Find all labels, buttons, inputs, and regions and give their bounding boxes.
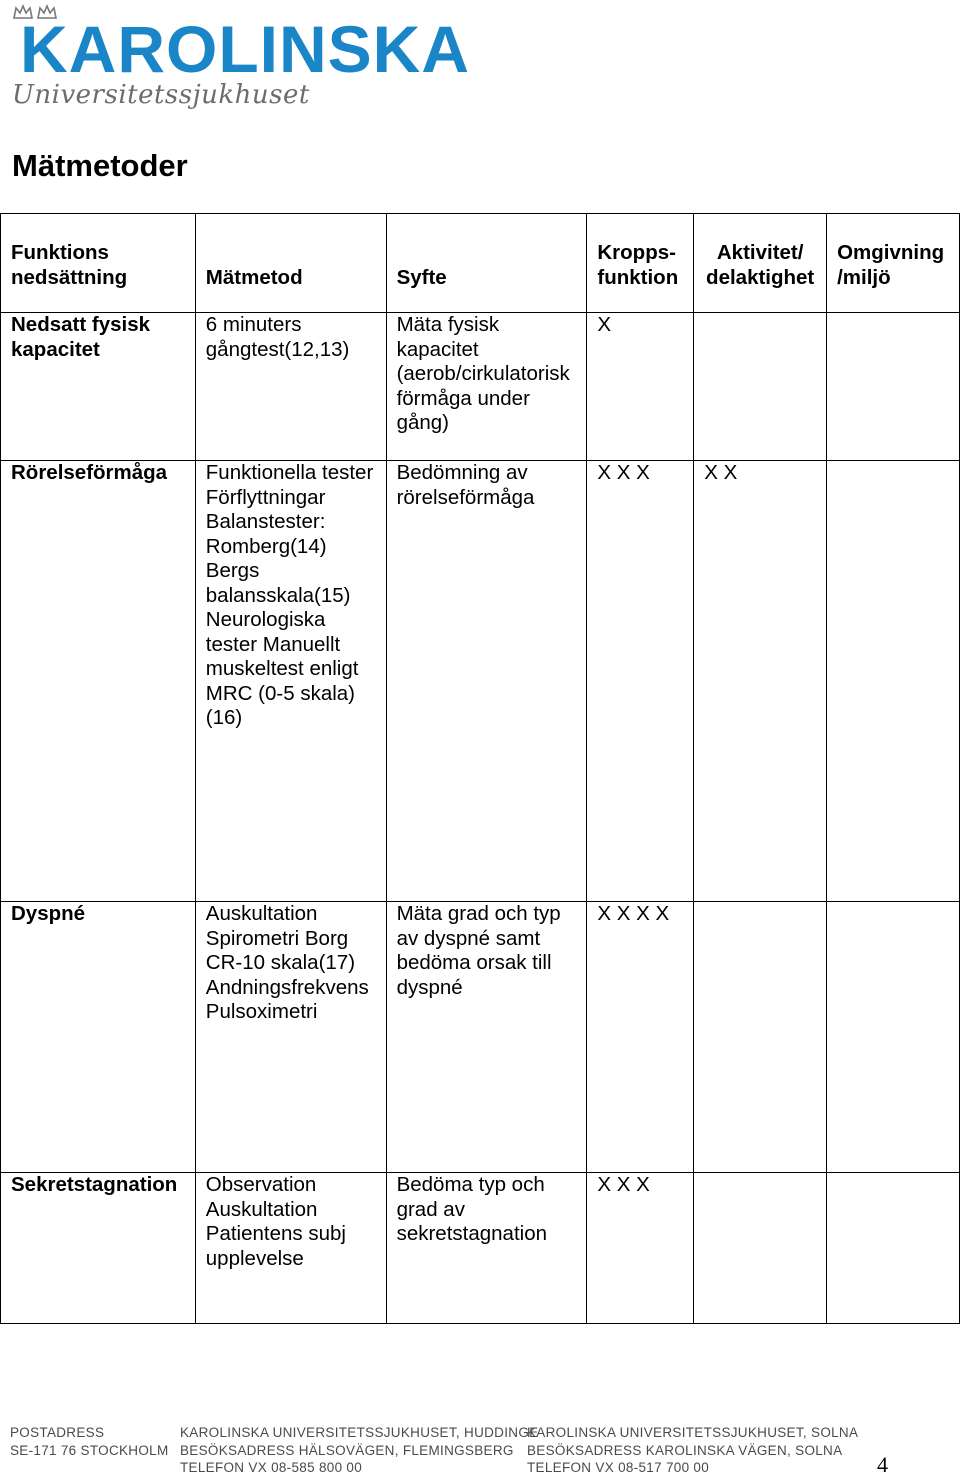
activity-cell xyxy=(694,313,827,461)
cell-text: X X xyxy=(704,461,738,484)
cell-text: Kropps- funktion xyxy=(597,241,679,289)
activity-cell xyxy=(694,461,827,902)
method-cell xyxy=(195,313,386,461)
cell-text: Mäta grad och typ av dyspné samt bedöma orsak till dyspné xyxy=(396,902,561,999)
page-title: Mätmetoder xyxy=(12,148,188,183)
purpose-cell xyxy=(386,313,587,461)
cell-text: Bedöma typ och grad av sekretstagnation xyxy=(396,1173,548,1245)
cell-text: X X X xyxy=(597,1173,650,1196)
method-cell xyxy=(195,1173,386,1324)
cell-text: Rörelseförmåga xyxy=(11,461,168,484)
activity-cell xyxy=(694,902,827,1173)
method-cell xyxy=(195,461,386,902)
body-function-cell xyxy=(587,902,694,1173)
cell-text: 6 minuters gångtest(12,13) xyxy=(205,313,350,361)
cell-text: Nedsatt fysisk kapacitet xyxy=(11,313,151,361)
cell-text: Auskultation Spirometri Borg CR-10 skala(17) Andningsfrekvens Pulsoximetri xyxy=(205,902,369,1023)
table-row xyxy=(1,902,960,1173)
method-cell xyxy=(195,902,386,1173)
header-omgivning xyxy=(827,214,960,313)
footer-solna-address: KAROLINSKA UNIVERSITETSSJUKHUSET, SOLNA BESÖKSADRESS KAROLINSKA VÄGEN, SOLNA TELEFON VX 08-517 700 00 xyxy=(527,1425,859,1475)
cell-text: Funktions nedsättning xyxy=(11,241,128,289)
cell-text: X X X xyxy=(597,461,650,484)
cell-text: Aktivitet/ delaktighet xyxy=(706,241,815,289)
cell-text: Omgivning /miljö xyxy=(837,241,945,289)
cell-text: Dyspné xyxy=(11,902,86,925)
environment-cell xyxy=(827,461,960,902)
cell-text: X X X X xyxy=(597,902,670,925)
footer-postal-address: POSTADRESS SE-171 76 STOCKHOLM xyxy=(10,1425,169,1458)
header-syfte xyxy=(386,214,587,313)
environment-cell xyxy=(827,1173,960,1324)
environment-cell xyxy=(827,313,960,461)
header-aktivitet xyxy=(694,214,827,313)
header-kroppsfunktion xyxy=(587,214,694,313)
purpose-cell xyxy=(386,1173,587,1324)
cell-text: Observation Auskultation Patientens subj upplevelse xyxy=(205,1173,346,1270)
header-matmetod xyxy=(195,214,386,313)
condition-cell xyxy=(1,902,196,1173)
karolinska-logo xyxy=(10,2,480,112)
methods-table xyxy=(0,213,960,1324)
cell-text: Mäta fysisk kapacitet (aerob/cirkulatorisk förmåga under gång) xyxy=(396,313,570,434)
activity-cell xyxy=(694,1173,827,1324)
condition-cell xyxy=(1,1173,196,1324)
condition-cell xyxy=(1,461,196,902)
table-header-row xyxy=(1,214,960,313)
purpose-cell xyxy=(386,461,587,902)
cell-text: Funktionella tester Förflyttningar Balanstester: Romberg(14) Bergs balansskala(15) Neurologiska tester Manuellt muskeltest enligt MRC (0-5 skala)(16) xyxy=(205,461,374,729)
body-function-cell xyxy=(587,461,694,902)
page-number: 4 xyxy=(877,1452,888,1477)
table-row xyxy=(1,461,960,902)
cell-text: Syfte xyxy=(396,265,447,289)
footer-huddinge-address: KAROLINSKA UNIVERSITETSSJUKHUSET, HUDDINGE BESÖKSADRESS HÄLSOVÄGEN, FLEMINGSBERG TELEFON VX 08-585 800 00 xyxy=(180,1425,539,1475)
logo-wordmark: KAROLINSKA xyxy=(20,12,470,86)
table-row xyxy=(1,1173,960,1324)
cell-text: Mätmetod xyxy=(205,265,303,289)
header-funktionsnedsattning xyxy=(1,214,196,313)
cell-text: X xyxy=(597,313,612,336)
table-row xyxy=(1,313,960,461)
condition-cell xyxy=(1,313,196,461)
body-function-cell xyxy=(587,1173,694,1324)
body-function-cell xyxy=(587,313,694,461)
cell-text: Bedömning av rörelseförmåga xyxy=(396,461,535,509)
cell-text: Sekretstagnation xyxy=(11,1173,178,1196)
purpose-cell xyxy=(386,902,587,1173)
page-footer xyxy=(0,1424,960,1481)
logo-subtitle: Universitetssjukhuset xyxy=(12,80,310,110)
environment-cell xyxy=(827,902,960,1173)
